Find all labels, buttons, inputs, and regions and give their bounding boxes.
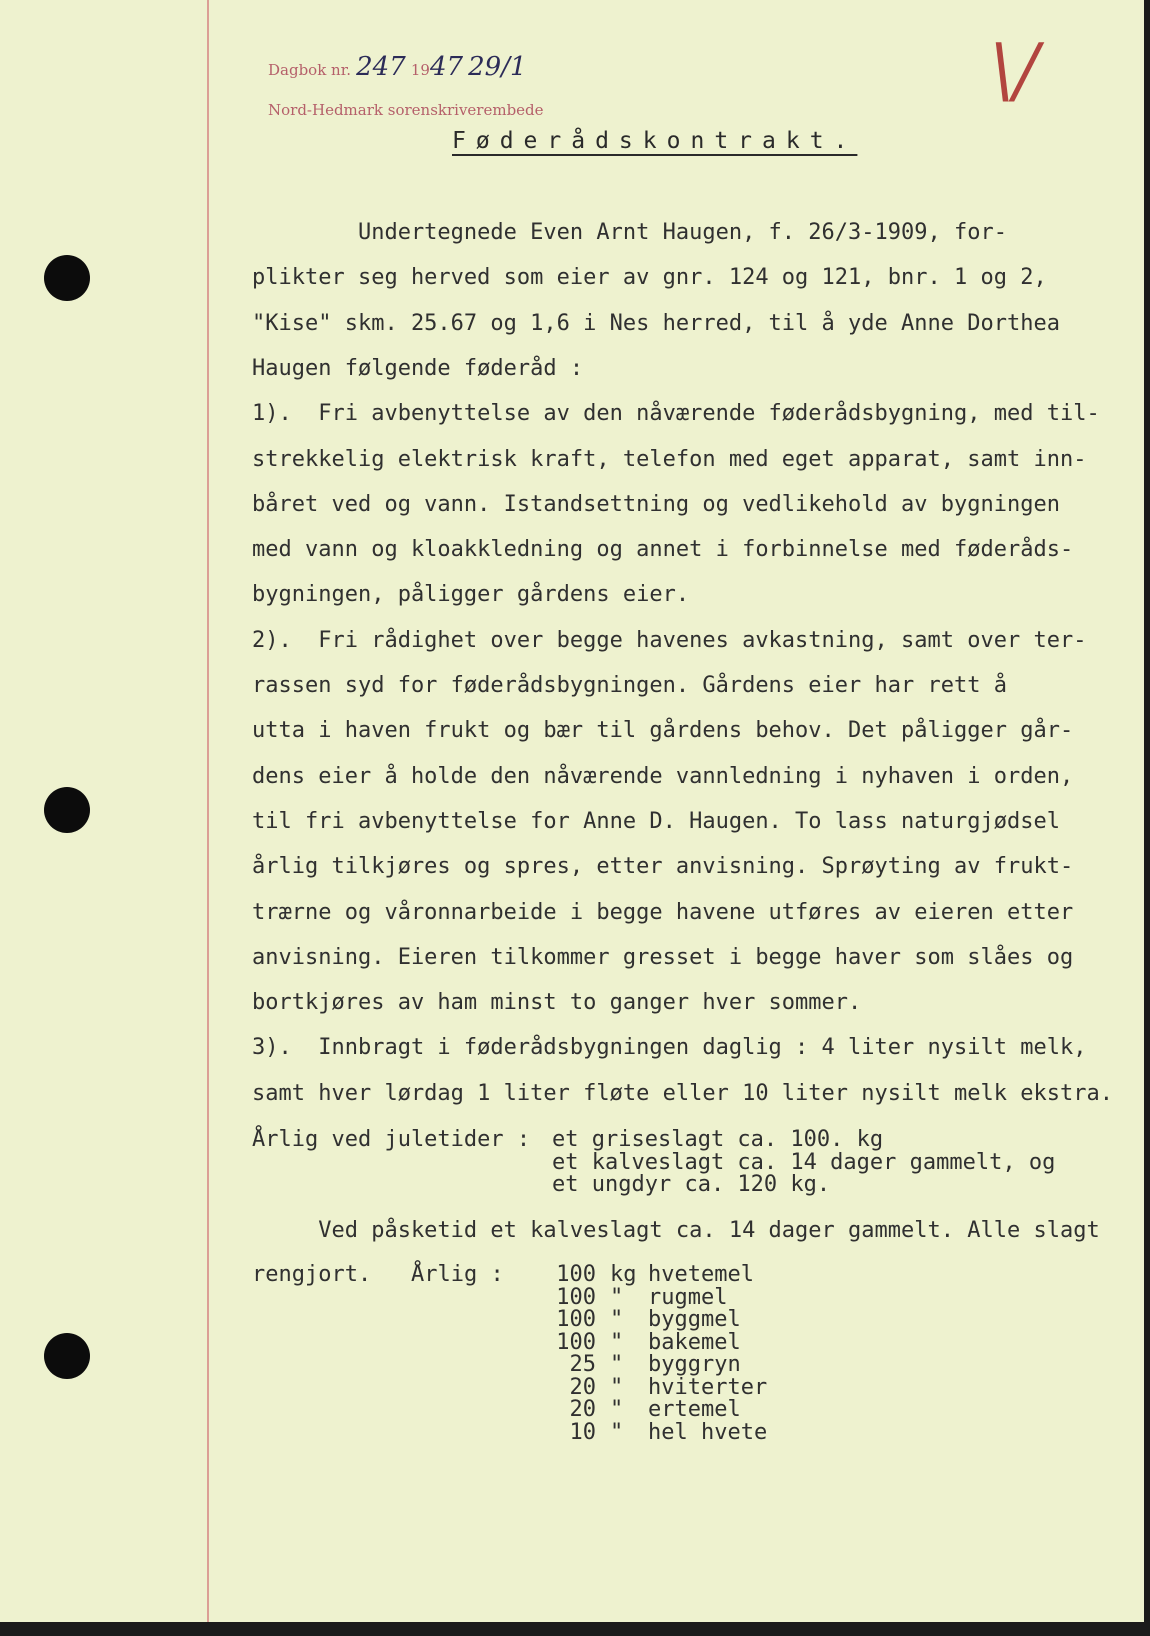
yearly-unit: "	[610, 1352, 624, 1377]
christmas-item: et kalveslagt ca. 14 dager gammelt, og	[552, 1149, 1056, 1175]
contract-line: plikter seg herved som eier av gnr. 124 og 121, bnr. 1 og 2,	[252, 265, 1047, 291]
yearly-unit: "	[610, 1374, 624, 1400]
contract-line: årlig tilkjøres og spres, etter anvisning. Sprøyting av frukt-	[252, 854, 1074, 880]
punch-hole-top	[44, 255, 90, 301]
contract-line: til fri avbenyttelse for Anne D. Haugen. To lass naturgjødsel	[252, 808, 1060, 834]
yearly-qty: 100	[556, 1284, 596, 1310]
christmas-lead: Årlig ved juletider :	[252, 1127, 531, 1152]
year-prefix: 19	[410, 61, 430, 79]
christmas-item: et ungdyr ca. 120 kg.	[552, 1172, 831, 1197]
yearly-unit: "	[610, 1307, 624, 1332]
yearly-item: hviterter	[648, 1374, 768, 1400]
contract-line: utta i haven frukt og bær til gårdens behov. Det påligger går-	[252, 718, 1074, 744]
yearly-quantities	[548, 1264, 596, 1444]
contract-line: bortkjøres av ham minst to ganger hver sommer.	[252, 990, 862, 1016]
punch-hole-middle	[44, 787, 90, 833]
journal-stamp	[268, 52, 527, 82]
easter-line: Ved påsketid et kalveslagt ca. 14 dager gammelt. Alle slagt	[252, 1218, 1100, 1243]
contract-line: dens eier å holde den nåværende vannledning i nyhaven i orden,	[252, 763, 1074, 789]
yearly-qty: 20	[569, 1397, 596, 1422]
contract-line: bygningen, påligger gårdens eier.	[252, 582, 690, 608]
contract-line: "Kise" skm. 25.67 og 1,6 i Nes herred, til å yde Anne Dorthea	[252, 310, 1060, 336]
contract-line: båret ved og vann. Istandsettning og vedlikehold av bygningen	[252, 491, 1060, 517]
journal-date: 29/1	[468, 52, 527, 82]
yearly-item: byggmel	[648, 1307, 741, 1332]
contract-line: anvisning. Eieren tilkommer gresset i begge haver som slåes og	[252, 944, 1074, 970]
yearly-item: bakemel	[648, 1329, 741, 1355]
contract-line: trærne og våronnarbeide i begge havene utføres av eieren etter	[252, 899, 1074, 925]
punch-hole-bottom	[44, 1333, 90, 1379]
yearly-item: hvetemel	[648, 1262, 754, 1287]
yearly-qty: 10	[569, 1419, 596, 1445]
contract-line: Haugen følgende føderåd :	[252, 355, 584, 381]
check-mark: \/	[990, 28, 1039, 112]
yearly-qty: 20	[569, 1374, 596, 1400]
contract-line: rassen syd for føderådsbygningen. Gårdens eier har rett å	[252, 673, 1007, 698]
yearly-unit: kg	[610, 1262, 637, 1287]
office-stamp	[268, 100, 544, 119]
yearly-item: byggryn	[648, 1352, 741, 1377]
document-title: Føderådskontrakt.	[452, 128, 858, 154]
contract-line: strekkelig elektrisk kraft, telefon med eget apparat, samt inn-	[252, 446, 1087, 472]
contract-line: Undertegnede Even Arnt Haugen, f. 26/3-1909, for-	[252, 220, 1007, 245]
yearly-unit: "	[610, 1329, 624, 1355]
yearly-units	[610, 1264, 637, 1444]
yearly-items	[648, 1264, 767, 1444]
journal-number: 247	[356, 52, 406, 82]
journal-year: 47	[429, 52, 464, 82]
yearly-qty: 100	[556, 1329, 596, 1355]
christmas-items	[552, 1129, 1055, 1197]
yearly-item: rugmel	[648, 1284, 728, 1310]
contract-line: 3). Innbragt i føderådsbygningen daglig : 4 liter nysilt melk,	[252, 1035, 1087, 1061]
contract-line: 1). Fri avbenyttelse av den nåværende føderådsbygning, med til-	[252, 401, 1100, 427]
journal-label: Dagbok nr.	[268, 61, 352, 79]
yearly-item: ertemel	[648, 1397, 741, 1422]
yearly-qty: 100	[556, 1262, 596, 1287]
contract-line: med vann og kloakkledning og annet i forbinnelse med føderåds-	[252, 537, 1074, 563]
yearly-qty: 100	[556, 1307, 596, 1332]
yearly-item: hel hvete	[648, 1419, 768, 1445]
contract-line: 2). Fri rådighet over begge havenes avkastning, samt over ter-	[252, 627, 1087, 653]
yearly-unit: "	[610, 1284, 624, 1310]
christmas-item: et griseslagt ca. 100. kg	[552, 1127, 884, 1152]
contract-line: samt hver lørdag 1 liter fløte eller 10 liter nysilt melk ekstra.	[252, 1080, 1113, 1106]
office-name: Nord-Hedmark sorenskriverembede	[268, 101, 544, 119]
yearly-qty: 25	[569, 1352, 596, 1377]
yearly-unit: "	[610, 1419, 624, 1445]
yearly-unit: "	[610, 1397, 624, 1422]
yearly-lead: rengjort. Årlig :	[252, 1262, 504, 1287]
margin-rule	[207, 0, 209, 1636]
